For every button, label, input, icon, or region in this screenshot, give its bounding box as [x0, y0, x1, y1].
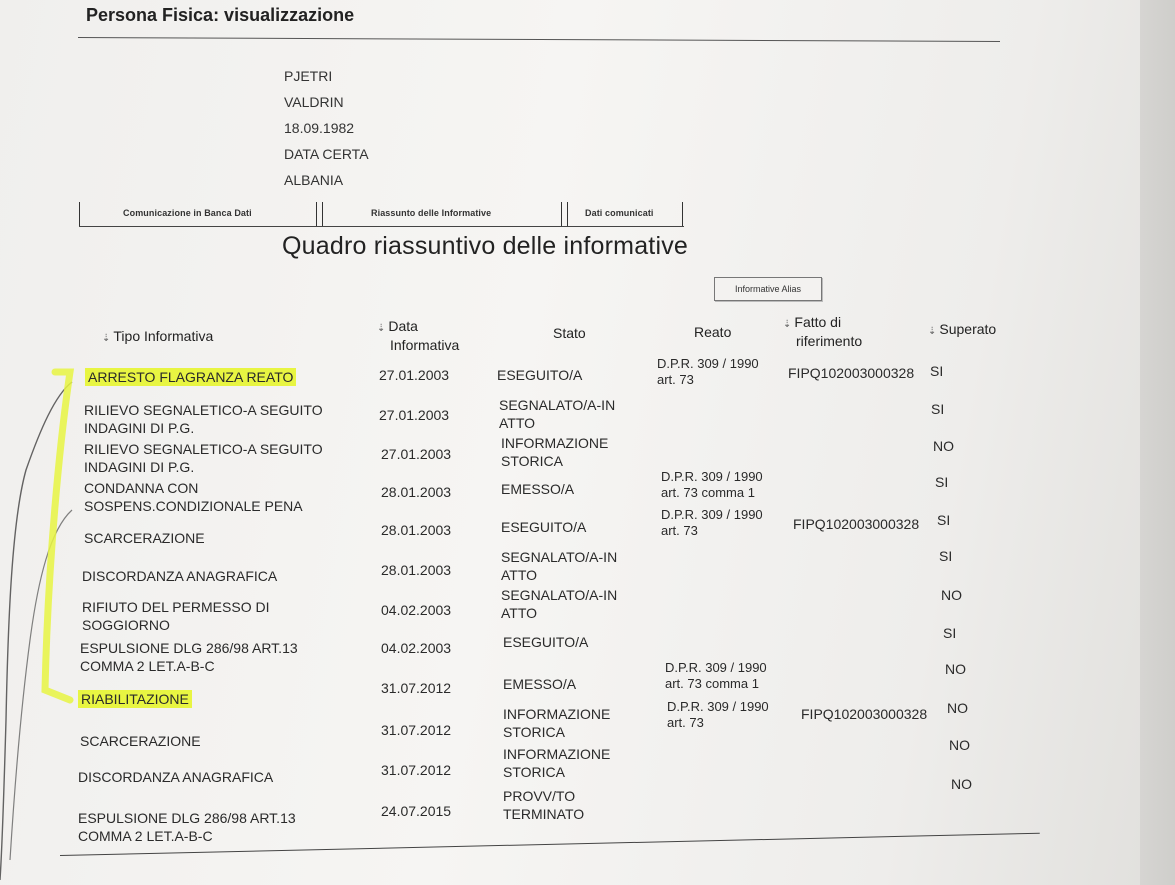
- tab-bar: [79, 200, 684, 230]
- cell-data: 27.01.2003: [379, 367, 450, 383]
- cell-tipo: SCARCERAZIONE: [84, 530, 205, 546]
- cell-superato: NO: [933, 438, 954, 454]
- tab-divider: [561, 202, 562, 226]
- col-header-reato: Reato: [694, 324, 732, 340]
- cell-superato: SI: [931, 401, 945, 417]
- cell-reato: D.P.R. 309 / 1990 art. 73: [667, 699, 769, 730]
- cell-stato: INFORMAZIONE STORICA: [503, 706, 611, 740]
- col-header-fatto[interactable]: ⇣ Fatto di riferimento: [783, 314, 863, 349]
- tab-divider: [316, 202, 317, 226]
- cell-superato: SI: [937, 512, 951, 528]
- cell-tipo: CONDANNA CON SOSPENS.CONDIZIONALE PENA: [84, 480, 303, 514]
- cell-superato: NO: [941, 587, 962, 603]
- cell-superato: NO: [947, 700, 968, 716]
- sort-icon: ⇣: [783, 319, 792, 330]
- sort-icon: ⇣: [377, 323, 386, 334]
- tab-dati-comunicati[interactable]: Dati comunicati: [585, 208, 654, 218]
- cell-data: 04.02.2003: [381, 602, 452, 618]
- field-value: PJETRI: [284, 68, 333, 84]
- highlighted-text: ARRESTO FLAGRANZA REATO: [85, 368, 296, 386]
- cell-data: 31.07.2012: [381, 762, 452, 778]
- cell-tipo: ESPULSIONE DLG 286/98 ART.13 COMMA 2 LET.A-B-C: [80, 640, 298, 674]
- cell-reato: D.P.R. 309 / 1990 art. 73: [661, 507, 763, 538]
- cell-tipo: RILIEVO SEGNALETICO-A SEGUITO INDAGINI DI P.G.: [84, 402, 323, 436]
- cell-data: 28.01.2003: [381, 522, 452, 538]
- cell-stato: SEGNALATO/A-IN ATTO: [501, 549, 618, 583]
- field-value: VALDRIN: [284, 94, 344, 110]
- tab-baseline: [79, 226, 684, 227]
- cell-superato: SI: [939, 548, 953, 564]
- cell-tipo: [81, 690, 192, 708]
- tab-riassunto[interactable]: Riassunto delle Informative: [371, 208, 492, 218]
- cell-fatto: FIPQ102003000328: [788, 365, 915, 381]
- cell-superato: NO: [951, 776, 972, 792]
- cell-superato: SI: [930, 363, 944, 379]
- cell-superato: SI: [943, 625, 957, 641]
- cell-tipo: DISCORDANZA ANAGRAFICA: [78, 769, 274, 785]
- cell-reato: D.P.R. 309 / 1990 art. 73 comma 1: [661, 469, 763, 500]
- field-value: DATA CERTA: [284, 146, 369, 162]
- col-header-superato[interactable]: ⇣ Superato: [928, 321, 997, 337]
- cell-data: 28.01.2003: [381, 562, 452, 578]
- cell-tipo: [88, 368, 296, 386]
- col-header-stato: Stato: [553, 325, 586, 341]
- cell-data: 31.07.2012: [381, 680, 452, 696]
- cell-fatto: FIPQ102003000328: [801, 706, 928, 722]
- cell-tipo: RIFIUTO DEL PERMESSO DI SOGGIORNO: [82, 599, 270, 633]
- informative-alias-button[interactable]: Informative Alias: [714, 277, 822, 301]
- section-heading: Quadro riassuntivo delle informative: [282, 232, 689, 260]
- cell-stato: EMESSO/A: [501, 481, 575, 497]
- sort-icon: ⇣: [102, 333, 111, 344]
- cell-superato: NO: [945, 661, 966, 677]
- cell-tipo: DISCORDANZA ANAGRAFICA: [82, 568, 278, 584]
- cell-superato: NO: [949, 737, 970, 753]
- cell-data: 04.02.2003: [381, 640, 452, 656]
- sort-icon: ⇣: [928, 326, 937, 337]
- cell-reato: D.P.R. 309 / 1990 art. 73 comma 1: [665, 660, 767, 691]
- tab-divider: [567, 202, 568, 226]
- title-divider: [78, 37, 1000, 42]
- tab-divider: [79, 202, 80, 226]
- cell-stato: SEGNALATO/A-IN ATTO: [501, 587, 618, 621]
- cell-data: 27.01.2003: [379, 407, 450, 423]
- tab-divider: [322, 202, 323, 226]
- cell-stato: INFORMAZIONE STORICA: [501, 435, 609, 469]
- cell-data: 24.07.2015: [381, 803, 452, 819]
- cell-fatto: FIPQ102003000328: [793, 516, 920, 532]
- cell-stato: INFORMAZIONE STORICA: [503, 746, 611, 780]
- cell-tipo: ESPULSIONE DLG 286/98 ART.13 COMMA 2 LET.A-B-C: [78, 810, 296, 844]
- cell-stato: ESEGUITO/A: [503, 634, 589, 650]
- cell-tipo: SCARCERAZIONE: [80, 733, 201, 749]
- cell-stato: SEGNALATO/A-IN ATTO: [499, 397, 616, 431]
- tab-comunicazione[interactable]: Comunicazione in Banca Dati: [123, 208, 252, 218]
- highlighted-text: RIABILITAZIONE: [78, 690, 192, 708]
- cell-stato: ESEGUITO/A: [497, 367, 583, 383]
- col-header-tipo[interactable]: ⇣ Tipo Informativa: [102, 328, 214, 344]
- cell-stato: PROVV/TO TERMINATO: [503, 788, 585, 822]
- col-header-data[interactable]: ⇣ Data Informativa: [377, 318, 460, 353]
- field-value: 18.09.1982: [284, 120, 355, 136]
- page-title: Persona Fisica: visualizzazione: [86, 5, 355, 25]
- cell-reato: D.P.R. 309 / 1990 art. 73: [657, 356, 759, 387]
- cell-data: 31.07.2012: [381, 722, 452, 738]
- cell-superato: SI: [935, 474, 949, 490]
- cell-tipo: RILIEVO SEGNALETICO-A SEGUITO INDAGINI DI P.G.: [84, 441, 323, 475]
- cell-data: 28.01.2003: [381, 484, 452, 500]
- tab-divider: [682, 202, 683, 226]
- page-edge-shadow: [1140, 0, 1175, 885]
- cell-data: 27.01.2003: [381, 446, 452, 462]
- cell-stato: EMESSO/A: [503, 676, 577, 692]
- cell-stato: ESEGUITO/A: [501, 519, 587, 535]
- field-value: ALBANIA: [284, 172, 344, 188]
